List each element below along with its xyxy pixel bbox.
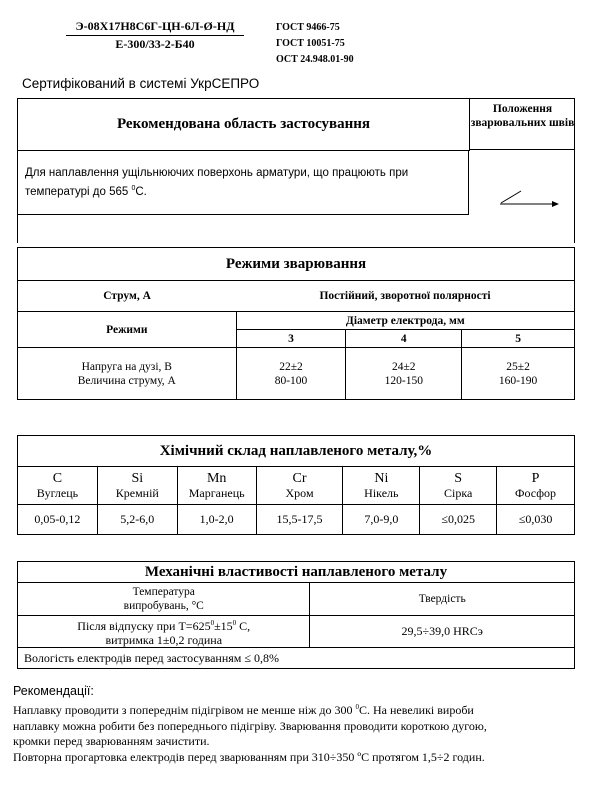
recommendation-line-2: наплавку можна робити без попереднього підігріву. Зварювання проводити короткою дугою,: [13, 718, 487, 733]
hardness-value: 29,5÷39,0 HRCэ: [310, 616, 575, 648]
params-label: Напруга на дузі, В Величина струму, А: [18, 348, 237, 400]
element-mn: Mn Марганець: [177, 467, 256, 505]
recommendation-line-4: Повторна прогартовка електродів перед зварюванням при 310÷350 ºС протягом 1,5÷2 годин.: [13, 749, 485, 764]
element-c: C Вуглець: [18, 467, 98, 505]
value-ni: 7,0-9,0: [343, 505, 420, 535]
application-line-2: температурі до 565 $^0$С.: [25, 185, 147, 198]
test-temperature-label: Температура випробувань, °С: [18, 583, 310, 616]
chemical-composition-table: [17, 435, 575, 535]
welding-title: Режими зварювання: [18, 248, 575, 281]
diameter-4: 4: [346, 330, 462, 348]
application-text: [18, 151, 469, 215]
value-si: 5,2-6,0: [97, 505, 177, 535]
test-condition: Після відпуску при $Т=625^0\pm 15^0$ С, витримка 1±0,2 година: [18, 616, 310, 648]
current-label: Струм, А: [18, 281, 237, 312]
element-cr: Cr Хром: [256, 467, 343, 505]
value-cr: 15,5-17,5: [256, 505, 343, 535]
electrode-classification: Е-300/33-2-Б40: [115, 37, 195, 51]
values-d5: 25±2 160-190: [462, 348, 575, 400]
welding-modes-table: [17, 247, 575, 400]
recommendations-text: [13, 700, 583, 765]
application-section: [17, 98, 575, 243]
value-mn: 1,0-2,0: [177, 505, 256, 535]
values-d4: 24±2 120-150: [346, 348, 462, 400]
mechanical-properties-table: [17, 561, 575, 669]
value-p: ≤0,030: [497, 505, 575, 535]
electrode-designation: Э-08Х17Н8С6Г-ЦН-6Л-Ø-НД: [75, 19, 235, 33]
weld-position-cell: [470, 151, 575, 215]
diameter-5: 5: [462, 330, 575, 348]
value-s: ≤0,025: [420, 505, 497, 535]
values-d3: 22±2 80-100: [236, 348, 346, 400]
gost-10051: ГОСТ 10051-75: [276, 38, 345, 49]
mechanical-title: Механічні властивості наплавленого металу: [18, 562, 575, 583]
diameter-label: Діаметр електрода, мм: [236, 312, 574, 330]
recommendations-title: Рекомендації:: [13, 684, 94, 698]
gost-9466: ГОСТ 9466-75: [276, 22, 340, 33]
application-line-1: Для наплавлення ущільнюючих поверхонь арматури, що працюють при: [25, 167, 409, 179]
ost-code: ОСТ 24.948.01-90: [276, 54, 354, 65]
positions-title: Положення зварювальних швів: [470, 99, 575, 150]
element-ni: Ni Нікель: [343, 467, 420, 505]
application-title-cell: [18, 99, 470, 151]
recommendation-line-1: Наплавку проводити з попереднім підігрівом не менше ніж до 300 $^0$С. На невеликі вироби: [13, 703, 474, 717]
element-si: Si Кремній: [97, 467, 177, 505]
flat-position-icon: [470, 151, 575, 215]
value-c: 0,05-0,12: [18, 505, 98, 535]
current-value: Постійний, зворотної полярності: [236, 281, 574, 312]
element-s: S Сірка: [420, 467, 497, 505]
diameter-3: 3: [236, 330, 346, 348]
application-title: Рекомендована область застосування: [116, 116, 371, 132]
certification-note: Сертифікований в системі УкрСЕПРО: [22, 76, 260, 91]
chemical-title: Хімічний склад наплавленого металу,%: [18, 436, 575, 467]
moisture-note: Вологість електродів перед застосуванням ≤ 0,8%: [18, 648, 575, 669]
hardness-label: Твердість: [310, 583, 575, 616]
element-p: P Фосфор: [497, 467, 575, 505]
designation-divider: [66, 35, 244, 36]
recommendation-line-3: кромки перед зварюванням зачистити.: [13, 734, 210, 748]
modes-label: Режими: [18, 312, 237, 348]
